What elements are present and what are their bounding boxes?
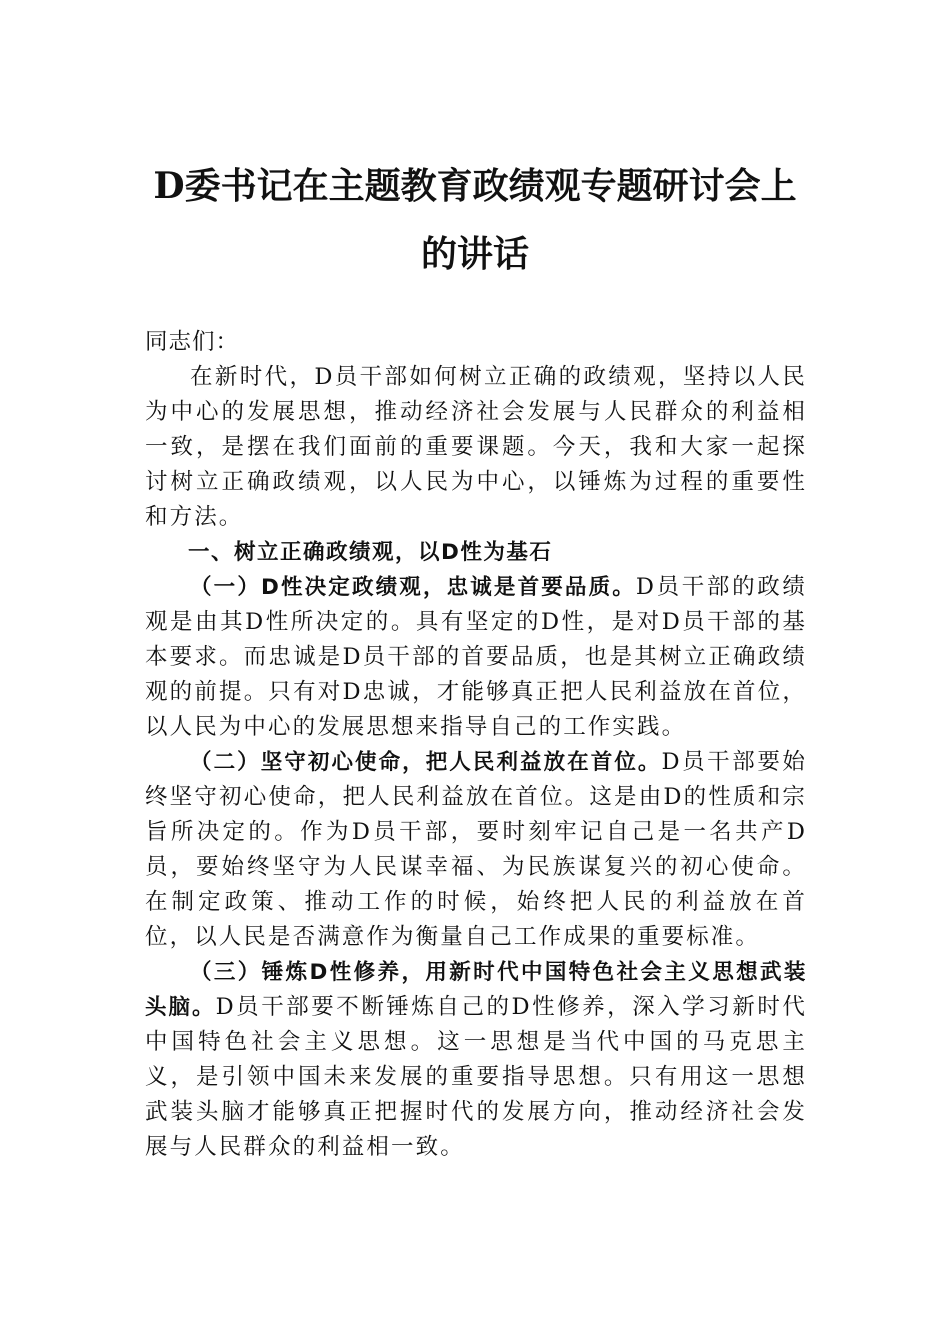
paragraph-3	[145, 955, 807, 1165]
paragraph-2-subhead: （二）坚守初心使命，把人民利益放在首位。	[190, 750, 662, 775]
paragraph-3-text: D员干部要不断锤炼自己的D性修养，深入学习新时代中国特色社会主义思想。这一思想是当代中国的马克思主义，是引领中国未来发展的重要指导思想。只有用这一思想武装头脑才能够真正把握时代的发展方向，推动经济社会发展与人民群众的利益相一致。	[145, 994, 807, 1160]
paragraph-1-text: D员干部的政绩观是由其D性所决定的。具有坚定的D性，是对D员干部的基本要求。而忠诚是D员干部的首要品质，也是其树立正确政绩观的前提。只有对D忠诚，才能够真正把人民利益放在首位，以人民为中心的发展思想来指导自己的工作实践。	[145, 574, 807, 740]
paragraph-2	[145, 745, 807, 955]
paragraph-1	[145, 570, 807, 745]
document-body	[145, 325, 807, 1165]
paragraph-3-subhead: （三）锤炼D性修养，用新时代中国特色社会主义思想武装头脑。	[145, 960, 807, 1020]
intro-paragraph: 在新时代，D员干部如何树立正确的政绩观，坚持以人民为中心的发展思想，推动经济社会发展与人民群众的利益相一致，是摆在我们面前的重要课题。今天，我和大家一起探讨树立正确政绩观，以人民为中心，以锤炼为过程的重要性和方法。	[145, 364, 807, 530]
paragraph-2-text: D员干部要始终坚守初心使命，把人民利益放在首位。这是由D的性质和宗旨所决定的。作为D员干部，要时刻牢记自己是一名共产D员，要始终坚守为人民谋幸福、为民族谋复兴的初心使命。在制定政策、推动工作的时候，始终把人民的利益放在首位，以人民是否满意作为衡量自己工作成果的重要标准。	[145, 749, 807, 950]
document-title-line-2: 的讲话	[420, 233, 529, 275]
paragraph-1-subhead: （一）D性决定政绩观，忠诚是首要品质。	[190, 575, 636, 600]
document-title-line-1: D委书记在主题教育政绩观专题研讨会上	[153, 165, 797, 207]
section-heading-1: 一、树立正确政绩观，以D性为基石	[188, 540, 553, 565]
salutation: 同志们：	[145, 329, 240, 355]
